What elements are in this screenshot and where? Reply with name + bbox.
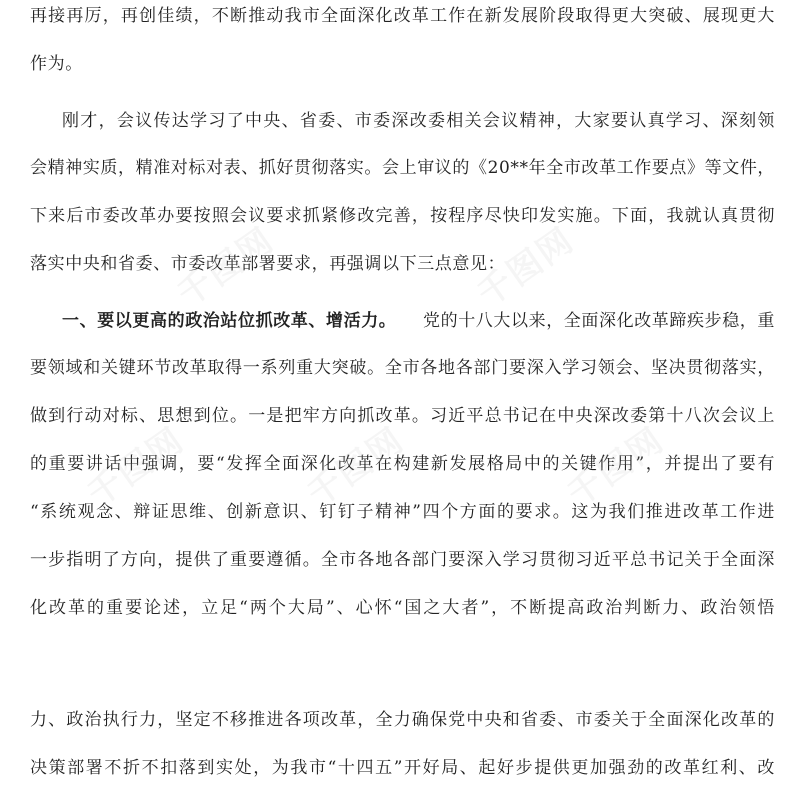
text-line-15: 决策部署不折不扣落到实处，为我市“十四五”开好局、起好步提供更加强劲的改革红利、改: [30, 758, 775, 778]
text-line-3: 刚才，会议传达学习了中央、省委、市委深改委相关会议精神，大家要认真学习、深刻领: [62, 111, 775, 131]
text-line-13: 化改革的重要论述，立足“两个大局”、心怀“国之大者”，不断提高政治判断力、政治领悟: [30, 598, 775, 618]
text-line-11: “系统观念、辩证思维、创新意识、钉钉子精神”四个方面的要求。这为我们推进改革工作进: [30, 502, 775, 522]
text-line-1: 再接再厉，再创佳绩，不断推动我市全面深化改革工作在新发展阶段取得更大突破、展现更大: [30, 6, 775, 26]
heading-line: [62, 311, 775, 331]
text-line-9: 做到行动对标、思想到位。一是把牢方向抓改革。习近平总书记在中央深改委第十八次会议上: [30, 406, 775, 426]
watermark: 千图网: [300, 420, 412, 515]
text-line-8: 要领域和关键环节改革取得一系列重大突破。全市各地各部门要深入学习领会、坚决贯彻落实，: [30, 358, 775, 378]
watermark: 千图网: [470, 220, 582, 315]
section-heading-one: 一、要以更高的政治站位抓改革、增活力。: [62, 311, 397, 331]
text-line-5: 下来后市委改革办要按照会议要求抓紧修改完善，按程序尽快印发实施。下面，我就认真贯彻: [30, 206, 775, 226]
text-line-10: 的重要讲话中强调，要“发挥全面深化改革在构建新发展格局中的关键作用”，并提出了要有: [30, 454, 775, 474]
text-line-4: 会精神实质，精准对标对表、抓好贯彻落实。会上审议的《20**年全市改革工作要点》等文件，: [30, 158, 775, 178]
text-line-7: 党的十八大以来，全面深化改革蹄疾步稳，重: [423, 311, 775, 331]
watermark: 千图网: [80, 420, 192, 515]
watermark: 千图网: [170, 220, 282, 315]
text-line-14: 力、政治执行力，坚定不移推进各项改革，全力确保党中央和省委、市委关于全面深化改革的: [30, 710, 775, 730]
text-line-6: 落实中央和省委、市委改革部署要求，再强调以下三点意见：: [30, 254, 506, 274]
text-line-12: 一步指明了方向，提供了重要遵循。全市各地各部门要深入学习贯彻习近平总书记关于全面深: [30, 550, 775, 570]
text-line-2: 作为。: [30, 54, 83, 74]
watermark: 千图网: [560, 420, 672, 515]
